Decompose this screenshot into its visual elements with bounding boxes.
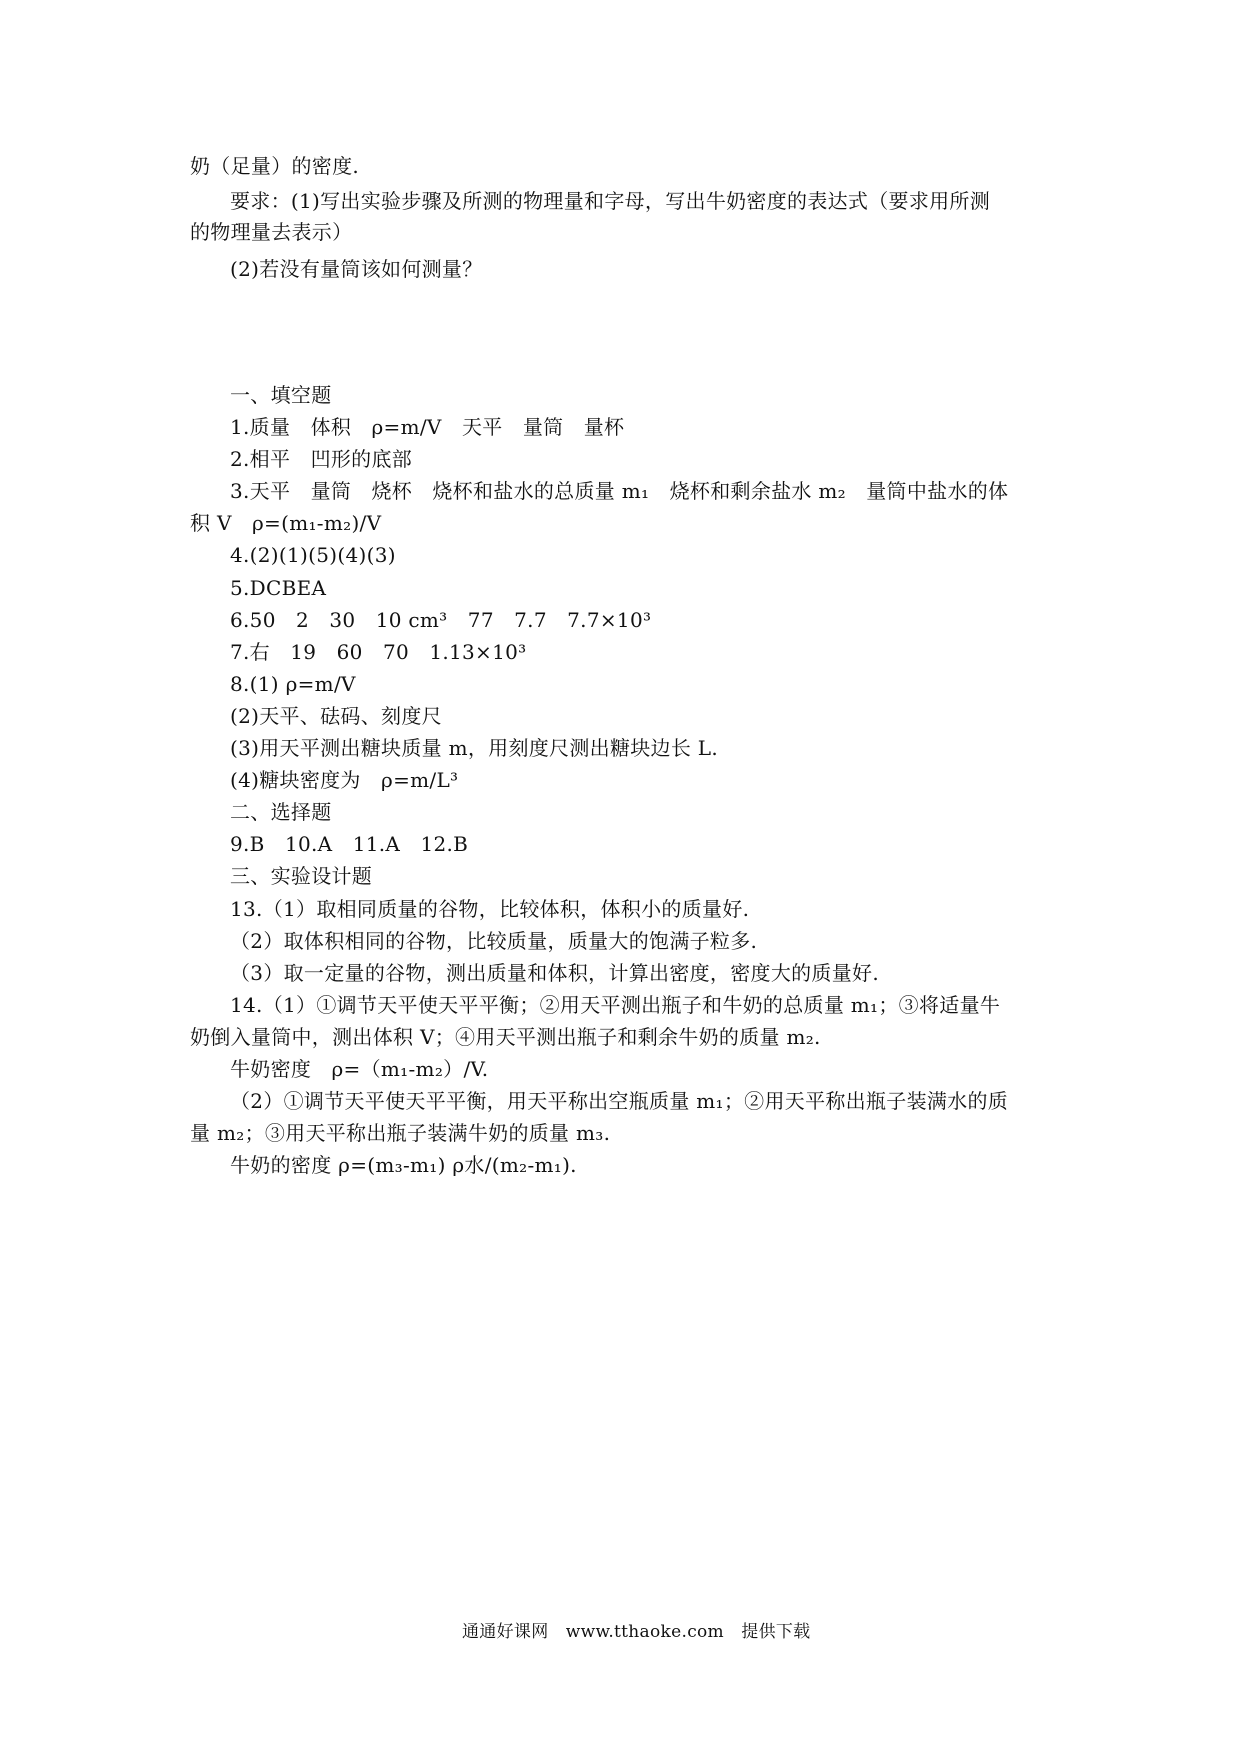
answer-line: 奶倒入量筒中，测出体积 V；④用天平测出瓶子和剩余牛奶的质量 m₂. — [190, 1025, 821, 1049]
answer-line: 9.B 10.A 11.A 12.B — [230, 832, 469, 856]
answer-line: 量 m₂；③用天平称出瓶子装满牛奶的质量 m₃. — [190, 1121, 611, 1145]
answer-line: 7.右 19 60 70 1.13×10³ — [230, 640, 527, 664]
answer-line: (2)天平、砝码、刻度尺 — [230, 704, 442, 728]
answer-line: （2）取体积相同的谷物，比较质量，质量大的饱满子粒多. — [230, 929, 758, 953]
question-line: 奶（足量）的密度. — [190, 154, 360, 178]
answer-line: 13.（1）取相同质量的谷物，比较体积，体积小的质量好. — [230, 897, 750, 921]
answer-line: （3）取一定量的谷物，测出质量和体积，计算出密度，密度大的质量好. — [230, 961, 879, 985]
section-heading-experiment: 三、实验设计题 — [230, 864, 373, 888]
answer-line: 3.天平 量筒 烧杯 烧杯和盐水的总质量 m₁ 烧杯和剩余盐水 m₂ 量筒中盐水的体 — [230, 479, 1009, 503]
question-line: 的物理量去表示） — [190, 220, 353, 244]
answer-line: 14.（1）①调节天平使天平平衡；②用天平测出瓶子和牛奶的总质量 m₁；③将适量牛 — [230, 993, 1001, 1017]
answer-line: 积 V ρ=(m₁-m₂)/V — [190, 511, 382, 535]
answer-line: （2）①调节天平使天平平衡，用天平称出空瓶质量 m₁；②用天平称出瓶子装满水的质 — [230, 1089, 1009, 1113]
answer-line: 2.相平 凹形的底部 — [230, 447, 413, 471]
answer-line: (4)糖块密度为 ρ=m/L³ — [230, 768, 459, 792]
answer-line: 5.DCBEA — [230, 576, 327, 600]
answer-line: 8.(1) ρ=m/V — [230, 672, 356, 696]
page-footer: 通通好课网 www.tthaoke.com 提供下载 — [462, 1622, 811, 1642]
section-heading-choice: 二、选择题 — [230, 800, 332, 824]
answer-line: 6.50 2 30 10 cm³ 77 7.7 7.7×10³ — [230, 608, 652, 632]
question-requirement: 要求：(1)写出实验步骤及所测的物理量和字母，写出牛奶密度的表达式（要求用所测 — [230, 189, 991, 213]
answer-line: (3)用天平测出糖块质量 m，用刻度尺测出糖块边长 L. — [230, 736, 719, 760]
question-sub-part: (2)若没有量筒该如何测量？ — [230, 257, 483, 281]
answer-line: 1.质量 体积 ρ=m/V 天平 量筒 量杯 — [230, 415, 625, 439]
section-heading-fill-in: 一、填空题 — [230, 383, 332, 407]
answer-line: 牛奶密度 ρ=（m₁-m₂）/V. — [230, 1057, 489, 1081]
answer-line: 4.(2)(1)(5)(4)(3) — [230, 543, 396, 567]
answer-line: 牛奶的密度 ρ=(m₃-m₁) ρ水/(m₂-m₁). — [230, 1153, 577, 1177]
